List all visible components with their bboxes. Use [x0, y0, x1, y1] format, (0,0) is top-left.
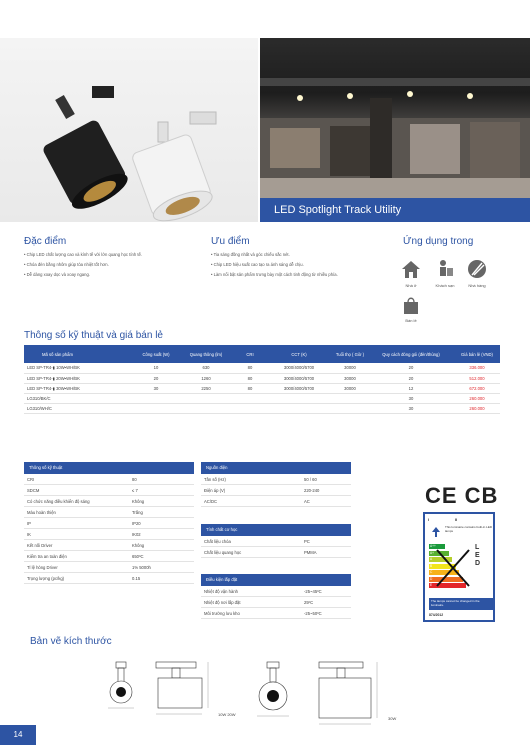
- price-cell: 512.000: [454, 373, 500, 383]
- features-list: [24, 250, 194, 280]
- spec-value: 1% 5000h: [132, 565, 151, 570]
- feature-item: • Chip LED chất lượng cao và kính tế với lớn quang học tính tế.: [24, 252, 142, 257]
- spec-label: Trọng lượng (pc/kg): [27, 576, 65, 581]
- spec-value: 50 / 60: [304, 477, 317, 482]
- spec-row: [24, 573, 194, 584]
- col-header: CCT (K): [266, 345, 332, 363]
- energy-regulation: 874/2012: [429, 613, 444, 617]
- spec-value: ≤ 7: [132, 488, 138, 493]
- spec-value: 0.15: [132, 576, 141, 581]
- spec-label: Kết nối Driver: [27, 543, 53, 548]
- spec-label: SDCM: [27, 488, 40, 493]
- certification-marks: CE CB: [425, 483, 499, 508]
- spec-row: [201, 608, 351, 619]
- energy-note-2: The lamps cannot be changed in the luminaire.: [429, 598, 493, 610]
- spec-row: [201, 485, 351, 496]
- spec-value: IK02: [132, 532, 141, 537]
- col-header: Quy cách đóng gói (đèn/thùng): [368, 345, 454, 363]
- col-header: Mã số sản phẩm: [24, 345, 134, 363]
- feature-item: • Dễ dàng xoay dọc và xoay ngang.: [24, 272, 90, 277]
- spec-row: [201, 597, 351, 608]
- spec-row: [201, 496, 351, 507]
- spec-label: Chất liệu quang học: [204, 550, 242, 555]
- cell: 10: [134, 363, 178, 373]
- cell: 80: [234, 373, 266, 383]
- cell: LED SP-TR4-▮ 20W▪WH/BK: [24, 373, 134, 383]
- spec-label: IP: [27, 521, 31, 526]
- led-letters: L E D: [475, 544, 481, 567]
- bellboy-icon: [434, 258, 456, 280]
- table-row: [24, 393, 500, 403]
- spec-header-row: [24, 345, 500, 363]
- energy-class-bar: C: [429, 570, 459, 575]
- advantage-item: • Tia sáng đồng nhất và góc chiếu sắc nét.: [211, 252, 290, 257]
- lamp-icon: [431, 526, 441, 538]
- tech-title: Thông số kỹ thuật: [24, 462, 194, 474]
- cell: [332, 403, 368, 413]
- cell: 20: [368, 363, 454, 373]
- cell: 30: [368, 403, 454, 413]
- spec-row: [24, 551, 194, 562]
- spec-value: PMMA: [304, 550, 317, 555]
- cell: 80: [234, 383, 266, 393]
- table-row: [24, 363, 500, 373]
- house-icon: [400, 258, 422, 280]
- energy-class-bar: D: [429, 577, 463, 582]
- spec-value: 650ºC: [132, 554, 144, 559]
- cell: 3000/4000/5700: [266, 373, 332, 383]
- spec-value: 220-240: [304, 488, 320, 493]
- spec-label: Có chức năng điều khiển độ sáng: [27, 499, 90, 504]
- cell: 30: [134, 383, 178, 393]
- product-image: [0, 38, 258, 222]
- price-cell: 260.000: [454, 393, 500, 403]
- spec-value: IP20: [132, 521, 141, 526]
- spec-value: -25~50ºC: [304, 611, 322, 616]
- material-table: [201, 524, 351, 558]
- spec-table: [24, 345, 500, 414]
- env-table: [201, 574, 351, 619]
- cell: [178, 393, 234, 403]
- page-number: 14: [0, 725, 36, 745]
- col-header: Quang thông (lm): [178, 345, 234, 363]
- spec-value: AC: [304, 499, 310, 504]
- spec-value: Trắng: [132, 510, 143, 515]
- price-cell: 336.000: [454, 363, 500, 373]
- spec-label: Nhiệt độ nơi lắp đặt: [204, 600, 241, 605]
- env-title: Điều kiện lắp đặt: [201, 574, 351, 586]
- cell: [234, 393, 266, 403]
- spec-label: Chất liệu chóa: [204, 539, 231, 544]
- cutlery-icon: [466, 258, 488, 280]
- cell: LG310/BK/C: [24, 393, 134, 403]
- features-title: Đặc điểm: [24, 236, 67, 247]
- spec-label: Môi trường lưu kho: [204, 611, 240, 616]
- cell: 30: [368, 393, 454, 403]
- feature-item: • Chóa đèn bằng nhôm giúp tỏa nhiệt tốt hơn.: [24, 262, 109, 267]
- cell: 20: [368, 373, 454, 383]
- power-title: Nguồn điện: [201, 462, 351, 474]
- col-header: Công suất (W): [134, 345, 178, 363]
- drawing-label-a: 10W 20W: [218, 712, 236, 717]
- col-header: Tuổi thọ ( Giờ ): [332, 345, 368, 363]
- cell: [332, 393, 368, 403]
- hero: [0, 38, 530, 222]
- spec-label: Điện áp (V): [204, 488, 226, 493]
- advantages-title: Ưu điểm: [211, 236, 250, 247]
- energy-class-bar: A: [429, 557, 452, 562]
- spec-row: [201, 547, 351, 558]
- cell: 30000: [332, 373, 368, 383]
- energy-class-bar: A+: [429, 551, 449, 556]
- price-cell: 260.000: [454, 403, 500, 413]
- energy-note-1: This luminaire contains built-in LED lamps: [445, 525, 493, 533]
- dimension-drawing-b: [255, 660, 405, 730]
- spec-label: Kiểm tra an toàn điện: [27, 554, 67, 559]
- cross-mark-icon: [433, 546, 473, 590]
- spec-row: [201, 586, 351, 597]
- advantage-item: • Làm nổi bật sản phẩm trưng bày một cách tinh động từ nhiều phía.: [211, 272, 338, 277]
- spec-value: Không: [132, 543, 145, 548]
- cell: LED SP-TR4-▮ 10W▪WH/BK: [24, 363, 134, 373]
- spec-title: Thông số kỹ thuật và giá bán lẻ: [24, 330, 163, 341]
- table-row: [24, 373, 500, 383]
- drawing-label-b: 30W: [388, 716, 397, 721]
- advantages-list: [211, 250, 391, 280]
- spec-label: Tần số (Hz): [204, 477, 226, 482]
- product-banner: LED Spotlight Track Utility: [260, 198, 530, 222]
- price-cell: 672.000: [454, 383, 500, 393]
- spec-row: [24, 485, 194, 496]
- cell: 3000/4000/5700: [266, 363, 332, 373]
- table-row: [24, 383, 500, 393]
- spec-label: Tỉ lệ hỏng Driver: [27, 565, 58, 570]
- spec-value: Không: [132, 499, 145, 504]
- spec-value: PC: [304, 539, 310, 544]
- cell: 3000/4000/5700: [266, 383, 332, 393]
- store-photo: [260, 38, 530, 222]
- material-title: Tính chất cơ học: [201, 524, 351, 536]
- spec-label: Nhiệt độ vận hành: [204, 589, 238, 594]
- cell: 30000: [332, 383, 368, 393]
- cell: [266, 393, 332, 403]
- col-header: Giá bán lẻ (VND): [454, 345, 500, 363]
- spec-label: IK: [27, 532, 31, 537]
- cell: 80: [234, 363, 266, 373]
- cell: [234, 403, 266, 413]
- spec-row: [201, 536, 351, 547]
- spec-value: 80: [132, 477, 137, 482]
- dimension-drawing-a: [100, 660, 240, 720]
- energy-class-bar: B: [429, 564, 456, 569]
- cell: 630: [178, 363, 234, 373]
- spec-row: [24, 507, 194, 518]
- application-label: Khách sạn: [435, 283, 455, 288]
- advantage-item: • Chip LED hiệu suất cao tạo ra ánh sáng dễ chịu.: [211, 262, 304, 267]
- cell: LED SP-TR4-▮ 30W▪WH/BK: [24, 383, 134, 393]
- spec-value: 25ºC: [304, 600, 314, 605]
- cell: 20: [134, 373, 178, 383]
- application-label: Nhà ở: [405, 283, 417, 288]
- energy-label-i: I: [428, 517, 430, 522]
- cell: [178, 403, 234, 413]
- spec-row: [24, 562, 194, 573]
- application-label: Bán lẻ: [405, 318, 417, 323]
- spec-row: [24, 529, 194, 540]
- power-table: [201, 462, 351, 507]
- cell: 30000: [332, 363, 368, 373]
- spec-label: CRI: [27, 477, 35, 482]
- applications-title: Ứng dụng trong: [403, 236, 474, 247]
- col-header: CRI: [234, 345, 266, 363]
- spec-row: [201, 474, 351, 485]
- table-row: [24, 403, 500, 413]
- spec-label: AC/DC: [204, 499, 218, 504]
- spec-value: -25~45ºC: [304, 589, 322, 594]
- cell: 2250: [178, 383, 234, 393]
- spec-row: [24, 496, 194, 507]
- energy-label: [423, 512, 495, 622]
- application-label: Nhà hàng: [468, 283, 486, 288]
- cell: [134, 393, 178, 403]
- spec-row: [24, 518, 194, 529]
- drawings-title: Bản vẽ kích thước: [30, 636, 112, 647]
- shopping-bag-icon: [400, 294, 422, 316]
- cell: [266, 403, 332, 413]
- spec-label: Màu hoàn thiện: [27, 510, 56, 515]
- cell: 1260: [178, 373, 234, 383]
- spec-row: [24, 540, 194, 551]
- energy-label-ii: II: [455, 517, 458, 522]
- spec-row: [24, 474, 194, 485]
- tech-table: [24, 462, 194, 584]
- cell: LG310/WH/C: [24, 403, 134, 413]
- energy-class-bar: A++: [429, 544, 445, 549]
- energy-class-bar: E: [429, 583, 466, 588]
- cell: [134, 403, 178, 413]
- cell: 12: [368, 383, 454, 393]
